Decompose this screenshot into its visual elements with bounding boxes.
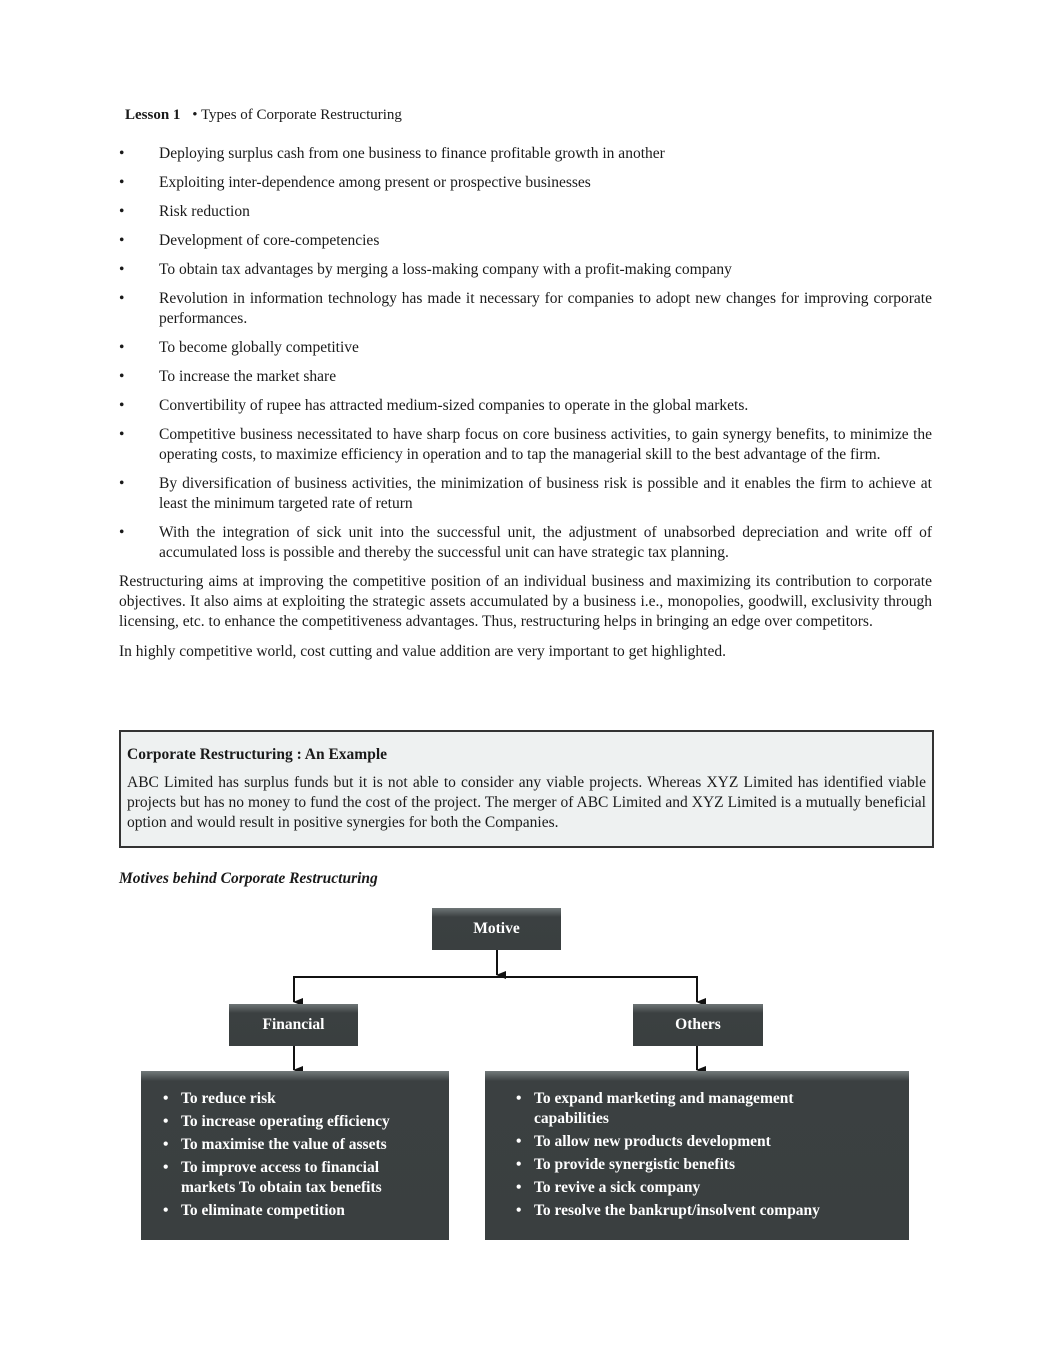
list-item: • To increase operating efficiency	[159, 1112, 449, 1132]
list-item: • Competitive business necessitated to have sharp focus on core business activities, to gain synergy benefits, to minimize the operating costs, to maximize efficiency in operation and to tap the managerial skill to the best advantage of the firm.	[119, 425, 932, 465]
list-item: • To provide synergistic benefits	[512, 1155, 909, 1175]
list-item: • To increase the market share	[119, 367, 932, 387]
list-item: • To resolve the bankrupt/insolvent company	[512, 1201, 909, 1221]
list-item: • Exploiting inter-dependence among present or prospective businesses	[119, 173, 932, 193]
list-item: • To obtain tax advantages by merging a loss-making company with a profit-making company	[119, 260, 932, 280]
list-item: • To maximise the value of assets	[159, 1135, 449, 1155]
list-item: • To revive a sick company	[512, 1178, 909, 1198]
list-item: • Development of core-competencies	[119, 231, 932, 251]
list-item: • With the integration of sick unit into the successful unit, the adjustment of unabsorbed depreciation and write off of accumulated loss is possible and thereby the successful unit can have strategic tax planning.	[119, 523, 932, 563]
list-item: • To allow new products development	[512, 1132, 909, 1152]
diagram-heading: Motives behind Corporate Restructuring	[119, 870, 378, 887]
list-item: • To improve access to financial markets To obtain tax benefits	[159, 1158, 426, 1198]
list-item: • To eliminate competition	[159, 1201, 449, 1221]
list-item: • To become globally competitive	[119, 338, 932, 358]
list-item: • By diversification of business activities, the minimization of business risk is possible and it enables the firm to achieve at least the minimum targeted rate of return	[119, 474, 932, 514]
list-item: • Convertibility of rupee has attracted medium-sized companies to operate in the global markets.	[119, 396, 932, 416]
financial-node: Financial	[229, 1004, 358, 1046]
other-motives-box	[485, 1071, 909, 1240]
example-title: Corporate Restructuring : An Example	[127, 746, 388, 763]
paragraph: Restructuring aims at improving the competitive position of an individual business and maximizing its contribution to corporate objectives. It also aims at exploiting the strategic assets accumulated by a business i.e., monopolies, goodwill, exclusivity through licensing, etc. to enhance the competitiveness advantages. Thus, restructuring helps in bringing an edge over competitors.	[119, 573, 932, 630]
list-item: • To reduce risk	[159, 1089, 449, 1109]
lesson-number: Lesson 1	[125, 107, 181, 123]
header-title: Types of Corporate Restructuring	[200, 107, 402, 123]
list-item: • Risk reduction	[119, 202, 932, 222]
financial-motives-box	[141, 1071, 449, 1240]
header-separator: •	[192, 107, 198, 123]
list-item: • Revolution in information technology has made it necessary for companies to adopt new changes for improving corporate performances.	[119, 289, 932, 329]
motive-node: Motive	[432, 908, 561, 950]
example-text: ABC Limited has surplus funds but it is not able to consider any viable projects. Whereas XYZ Limited has identified viable projects but has no money to fund the cost of the project. The merger of ABC Limited and XYZ Limited is a mutually beneficial option and would result in positive synergies for both the Companies.	[127, 774, 926, 831]
paragraph: In highly competitive world, cost cutting and value addition are very important to get highlighted.	[119, 643, 726, 660]
list-item: • Deploying surplus cash from one business to finance profitable growth in another	[119, 144, 932, 164]
others-node: Others	[633, 1004, 763, 1046]
list-item: • To expand marketing and management capabilities	[512, 1089, 844, 1129]
